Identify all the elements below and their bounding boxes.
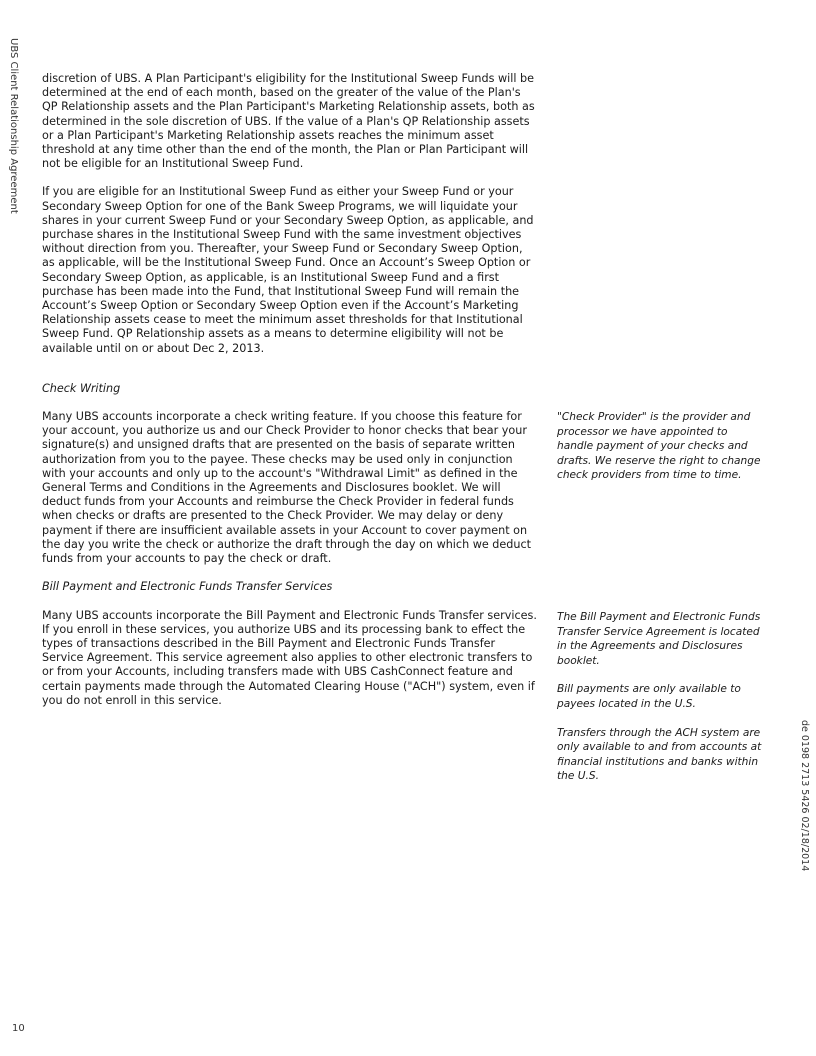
main-column (42, 72, 538, 708)
bill-payments-note: Bill payments are only available to payees located in the U.S. (557, 683, 741, 710)
page-number: 10 (12, 1023, 25, 1034)
institutional-sweep-paragraph: If you are eligible for an Institutional Sweep Fund as either your Sweep Fund or your Secondary Sweep Option for one of the Bank Sweep Programs, we will liquidate your shares in your current Sweep Fund or your Secondary Sweep Option, as applicable, and purchase shares in the Institutional Sweep Fund with the same investment objectives without direction from you. Thereafter, your Sweep Fund or Secondary Sweep Option, as applicable, will be the Institutional Sweep Fund. Once an Account’s Sweep Option or Secondary Sweep Option, as applicable, is an Institutional Sweep Fund and a first purchase has been made into the Fund, that Institutional Sweep Fund will remain the Account’s Sweep Option or Secondary Sweep Option even if the Account’s Marketing Relationship assets cease to meet the minimum asset thresholds for that Institutional Sweep Fund. QP Relationship assets as a means to determine eligibility will not be available until on or about Dec 2, 2013. (42, 185, 534, 355)
sidebar-note-check-provider (557, 410, 762, 483)
check-writing-paragraph: Many UBS accounts incorporate a check writing feature. If you choose this feature for your account, you authorize us and our Check Provider to honor checks that bear your signature(s) and unsigned drafts that are presented on the basis of separate written authorization from you to the payee. These checks may be used only in conjunction with your accounts and only up to the account's "Withdrawal Limit" as defined in the General Terms and Conditions in the Agreements and Disclosures booklet. We will deduct funds from your Accounts and reimburse the Check Provider in federal funds when checks or drafts are presented to the Check Provider. We may delay or deny payment if there are insufficient available assets in your Account to cover payment on the day you write the check or authorize the draft through the day on which we deduct funds from your accounts to pay the check or draft. (42, 410, 532, 566)
check-provider-note: "Check Provider" is the provider and processor we have appointed to handle payment of your checks and drafts. We reserve the right to change check providers from time to time. (557, 411, 761, 482)
bill-payment-paragraph: Many UBS accounts incorporate the Bill Payment and Electronic Funds Transfer services. If you enroll in these services, you authorize UBS and its processing bank to effect the types of transactions described in the Bill Payment and Electronic Funds Transfer Service Agreement. This service agreement also applies to other electronic transfers to or from your Accounts, including transfers made with UBS CashConnect feature and certain payments made through the Automated Clearing House ("ACH") system, even if you do not enroll in this service. (42, 608, 537, 707)
document-code: de 0198 2713 5426 02/18/2014 (799, 720, 810, 872)
ach-transfers-note: Transfers through the ACH system are only available to and from accounts at financial institutions and banks within the U.S. (557, 726, 762, 783)
agreement-location-note: The Bill Payment and Electronic Funds Transfer Service Agreement is located in the Agreements and Disclosures booklet. (557, 611, 761, 667)
check-writing-heading: Check Writing (42, 381, 121, 395)
bill-payment-heading: Bill Payment and Electronic Funds Transfer Services (42, 580, 333, 594)
sidebar-notes-bill-payment (557, 610, 762, 784)
side-running-title: UBS Client Relationship Agreement (8, 38, 19, 214)
eligibility-paragraph: discretion of UBS. A Plan Participant's eligibility for the Institutional Sweep Funds will be determined at the end of each month, based on the greater of the value of the Plan's QP Relationship assets and the Plan Participant's Marketing Relationship assets, both as determined in the sole discretion of UBS. If the value of a Plan's QP Relationship assets or a Plan Participant's Marketing Relationship assets reaches the minimum asset threshold at any time other than the end of the month, the Plan or Plan Participant will not be eligible for an Institutional Sweep Fund. (42, 72, 535, 171)
